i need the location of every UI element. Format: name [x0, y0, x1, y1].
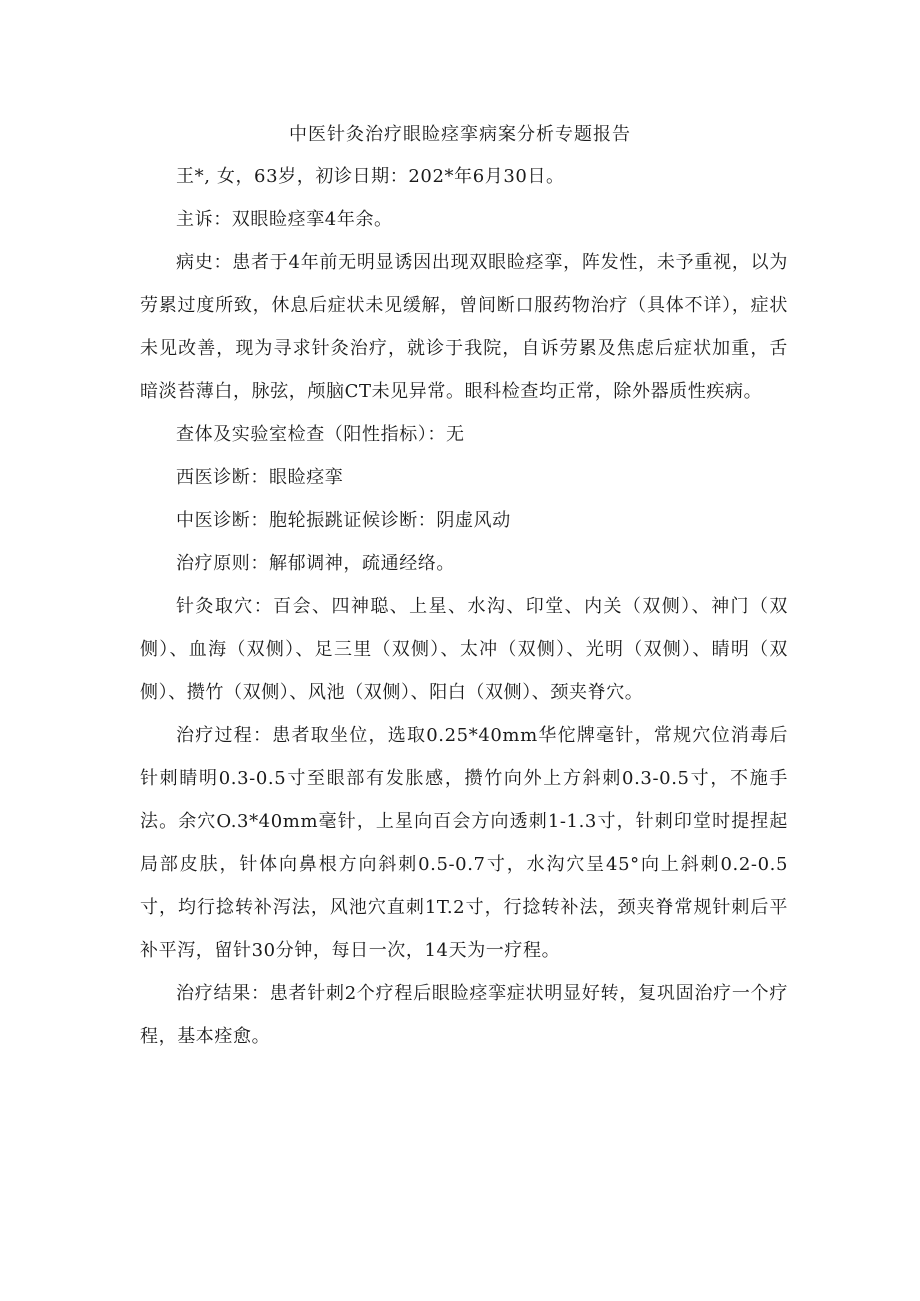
acupoints-paragraph: 针灸取穴：百会、四神聪、上星、水沟、印堂、内关（双侧）、神门（双侧）、血海（双侧）、足三里（双侧）、太冲（双侧）、光明（双侧）、睛明（双侧）、攒竹（双侧）、风池（双侧）、阳白（双侧）、颈夹脊穴。 — [140, 596, 788, 703]
treatment-principle-paragraph: 治疗原则：解郁调神，疏通经络。 — [176, 553, 455, 574]
tcm-diagnosis-paragraph: 中医诊断：胞轮振跳证候诊断：阴虚风动 — [176, 510, 511, 531]
history-paragraph: 病史：患者于4年前无明显诱因出现双眼睑痉挛，阵发性，未予重视，以为劳累过度所致，休息后症状未见缓解，曾间断口服药物治疗（具体不详），症状未见改善，现为寻求针灸治疗，就诊于我院，自诉劳累及焦虑后症状加重，舌暗淡苔薄白，脉弦，颅脑CT未见异常。眼科检查均正常，除外器质性疾病。 — [140, 252, 788, 402]
document-body — [140, 155, 788, 1058]
western-diagnosis-paragraph: 西医诊断：眼睑痉挛 — [176, 467, 344, 488]
treatment-result-paragraph: 治疗结果：患者针刺2个疗程后眼睑痉挛症状明显好转，复巩固治疗一个疗程，基本痊愈。 — [140, 983, 788, 1047]
treatment-process-paragraph: 治疗过程：患者取坐位，选取0.25*40mm华佗牌毫针，常规穴位消毒后针刺睛明0.3-0.5寸至眼部有发胀感，攒竹向外上方斜刺0.3-0.5寸，不施手法。余穴O.3*40mm毫针，上星向百会方向透刺1-1.3寸，针刺印堂时提捏起局部皮肤，针体向鼻根方向斜刺0.5-0.7寸，水沟穴呈45°向上斜刺0.2-0.5寸，均行捻转补泻法，风池穴直刺1T.2寸，行捻转补法，颈夹脊常规针刺后平补平泻，留针30分钟，每日一次，14天为一疗程。 — [140, 725, 788, 961]
chief-complaint-paragraph: 主诉：双眼睑痉挛4年余。 — [176, 209, 393, 230]
examination-paragraph: 查体及实验室检查（阳性指标）：无 — [176, 424, 465, 445]
patient-info-paragraph: 王*, 女，63岁，初诊日期：202*年6月30日。 — [176, 166, 565, 187]
document-title: 中医针灸治疗眼睑痉挛病案分析专题报告 — [289, 124, 631, 145]
